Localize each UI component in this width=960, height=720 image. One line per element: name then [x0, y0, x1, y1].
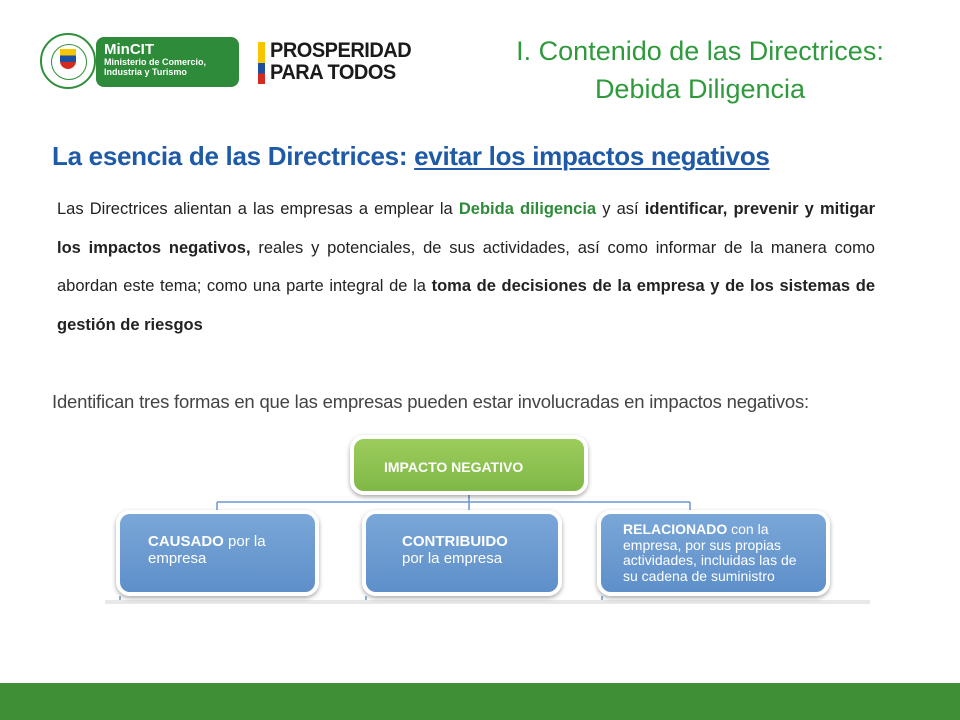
mincit-line2: Industria y Turismo	[104, 67, 187, 77]
relacionado-rest4: su cadena de suministro	[623, 567, 775, 584]
causado-rest2: empresa	[148, 550, 207, 567]
diagram-bottom-edge	[105, 600, 870, 604]
contribuido-box	[362, 510, 562, 596]
paragraph-part3: y así	[596, 200, 645, 218]
prosperidad-line1: PROSPERIDAD	[270, 38, 412, 62]
relacionado-rest1: con la	[727, 521, 769, 537]
mincit-logo	[40, 33, 240, 91]
impacto-negativo-box: IMPACTO NEGATIVO	[350, 435, 588, 495]
contribuido-rest: por la empresa	[402, 550, 503, 567]
paragraph-debida-diligencia: Debida diligencia	[458, 200, 597, 218]
slide-title-line1: I. Contenido de las Directrices:	[516, 36, 884, 66]
paragraph-part1: Las Directrices alientan a las empresas a emplear la	[57, 200, 459, 218]
section-heading	[52, 141, 770, 172]
relacionado-bold: RELACIONADO	[623, 521, 728, 537]
slide-title-line2: Debida Diligencia	[594, 74, 806, 104]
relacionado-box	[597, 510, 830, 596]
footer-bar	[0, 683, 960, 720]
paragraph-toma-decisiones: toma de decisiones de la empresa y de los sistemas de gestión de riesgos	[57, 277, 876, 334]
colombia-seal-icon	[40, 33, 96, 89]
prosperidad-logo	[258, 38, 428, 85]
heading-underlined: evitar los impactos negativos	[414, 141, 770, 171]
slide-title	[440, 32, 960, 108]
heading-prefix: La esencia de las Directrices:	[52, 141, 415, 171]
subheading: Identifican tres formas en que las empresas pueden estar involucradas en impactos negativos:	[52, 391, 809, 412]
colombia-flag-icon	[258, 42, 265, 84]
causado-bold: CAUSADO	[148, 533, 224, 550]
prosperidad-line2: PARA TODOS	[270, 60, 396, 85]
causado-box	[116, 510, 319, 596]
mincit-badge	[96, 37, 239, 87]
paragraph-identificar: identificar, prevenir y mitigar los impactos negativos,	[57, 200, 876, 257]
relacionado-rest3: actividades, incluidas las de	[623, 552, 797, 568]
mincit-line1: Ministerio de Comercio,	[104, 57, 207, 67]
contribuido-bold: CONTRIBUIDO	[402, 533, 508, 550]
causado-rest1: por la	[223, 533, 266, 550]
paragraph-part5: reales y potenciales, de sus actividades, así como informar de la manera como abordan este tema; como una parte integral de la	[57, 238, 875, 295]
mincit-name: MinCIT	[104, 41, 154, 58]
body-paragraph	[57, 190, 875, 344]
relacionado-rest2: empresa, por sus propias	[623, 536, 781, 553]
